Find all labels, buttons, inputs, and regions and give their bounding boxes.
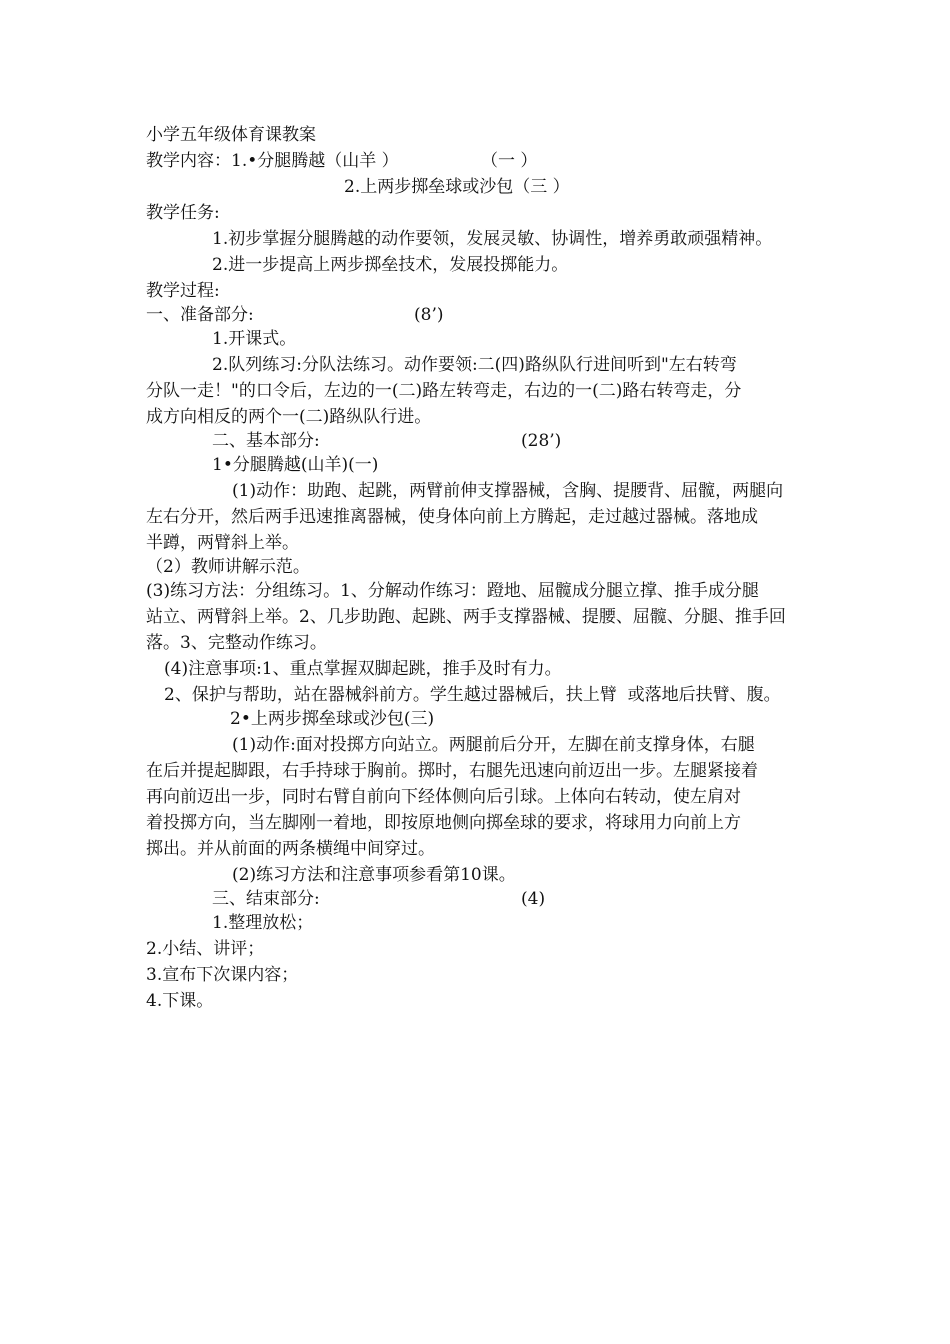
content-label-tag: （一 ） — [481, 151, 538, 171]
content-item-2: 2.上两步掷垒球或沙包（三 ） — [344, 177, 570, 197]
part3-time: (4) — [521, 889, 546, 909]
throw-action-line-4: 着投掷方向，当左脚刚一着地，即按原地侧向掷垒球的要求，将球用力向前上方 — [146, 813, 741, 833]
part1-label: 一、准备部分: — [146, 305, 254, 325]
vault-notes: (4)注意事项:1、重点掌握双脚起跳，推手及时有力。 — [164, 659, 562, 679]
part2-subheading-2: 2•上两步掷垒球或沙包(三) — [230, 709, 435, 729]
document-title: 小学五年级体育课教案 — [146, 125, 316, 145]
throw-action-line-5: 掷出。并从前面的两条横绳中间穿过。 — [146, 839, 435, 859]
part2-subheading-1: 1•分腿腾越(山羊)(一) — [212, 455, 379, 475]
process-label: 教学过程: — [146, 281, 220, 301]
part2-label: 二、基本部分: — [212, 431, 320, 451]
vault-action-line-2: 左右分开，然后两手迅速推离器械，使身体向前上方腾起，走过越过器械。落地成 — [146, 507, 758, 527]
throw-action-line-2: 在后并提起脚跟，右手持球于胸前。掷时，右腿先迅速向前迈出一步。左腿紧接着 — [146, 761, 758, 781]
task-item-2: 2.进一步提高上两步掷垒技术，发展投掷能力。 — [212, 255, 569, 275]
vault-method-line-2: 站立、两臂斜上举。2、几步助跑、起跳、两手支撑器械、提腰、屈髋、分腿、推手回 — [146, 607, 786, 627]
part2-time: (28’) — [521, 431, 562, 451]
part3-item-4: 4.下课。 — [146, 991, 214, 1011]
vault-method-line-1: (3)练习方法：分组练习。1、分解动作练习：蹬地、屈髋成分腿立撑、推手成分腿 — [146, 581, 759, 601]
part1-item-2-line-2: 分队一走！"的口令后，左边的一(二)路左转弯走，右边的一(二)路右转弯走，分 — [146, 381, 742, 401]
task-label: 教学任务: — [146, 203, 220, 223]
part3-item-1: 1.整理放松； — [212, 913, 314, 933]
part1-item-2-line-3: 成方向相反的两个一(二)路纵队行进。 — [146, 407, 432, 427]
part3-item-3: 3.宣布下次课内容； — [146, 965, 299, 985]
vault-action-line-1: (1)动作：助跑、起跳，两臂前伸支撑器械，含胸、提腰背、屈髋，两腿向 — [232, 481, 784, 501]
part1-time: (8’) — [414, 305, 444, 325]
vault-demo: （2）教师讲解示范。 — [146, 557, 310, 577]
part3-label: 三、结束部分: — [212, 889, 320, 909]
throw-action-line-1: (1)动作:面对投掷方向站立。两腿前后分开，左脚在前支撑身体，右腿 — [232, 735, 755, 755]
content-label: 教学内容：1.•分腿腾越（山羊 ） — [146, 151, 399, 171]
task-item-1: 1.初步掌握分腿腾越的动作要领，发展灵敏、协调性，增养勇敢顽强精神。 — [212, 229, 773, 249]
vault-action-line-3: 半蹲，两臂斜上举。 — [146, 533, 299, 553]
vault-method-line-3: 落。3、完整动作练习。 — [146, 633, 327, 653]
part1-item-1: 1.开课式。 — [212, 329, 297, 349]
throw-method: (2)练习方法和注意事项参看第10课。 — [232, 865, 516, 885]
part3-item-2: 2.小结、讲评； — [146, 939, 265, 959]
part1-item-2-line-1: 2.队列练习:分队法练习。动作要领:二(四)路纵队行进间听到"左右转弯 — [212, 355, 737, 375]
throw-action-line-3: 再向前迈出一步，同时右臂自前向下经体侧向后引球。上体向右转动，使左肩对 — [146, 787, 741, 807]
vault-protection: 2、保护与帮助，站在器械斜前方。学生越过器械后，扶上臂 或落地后扶臂、腹。 — [164, 685, 781, 705]
